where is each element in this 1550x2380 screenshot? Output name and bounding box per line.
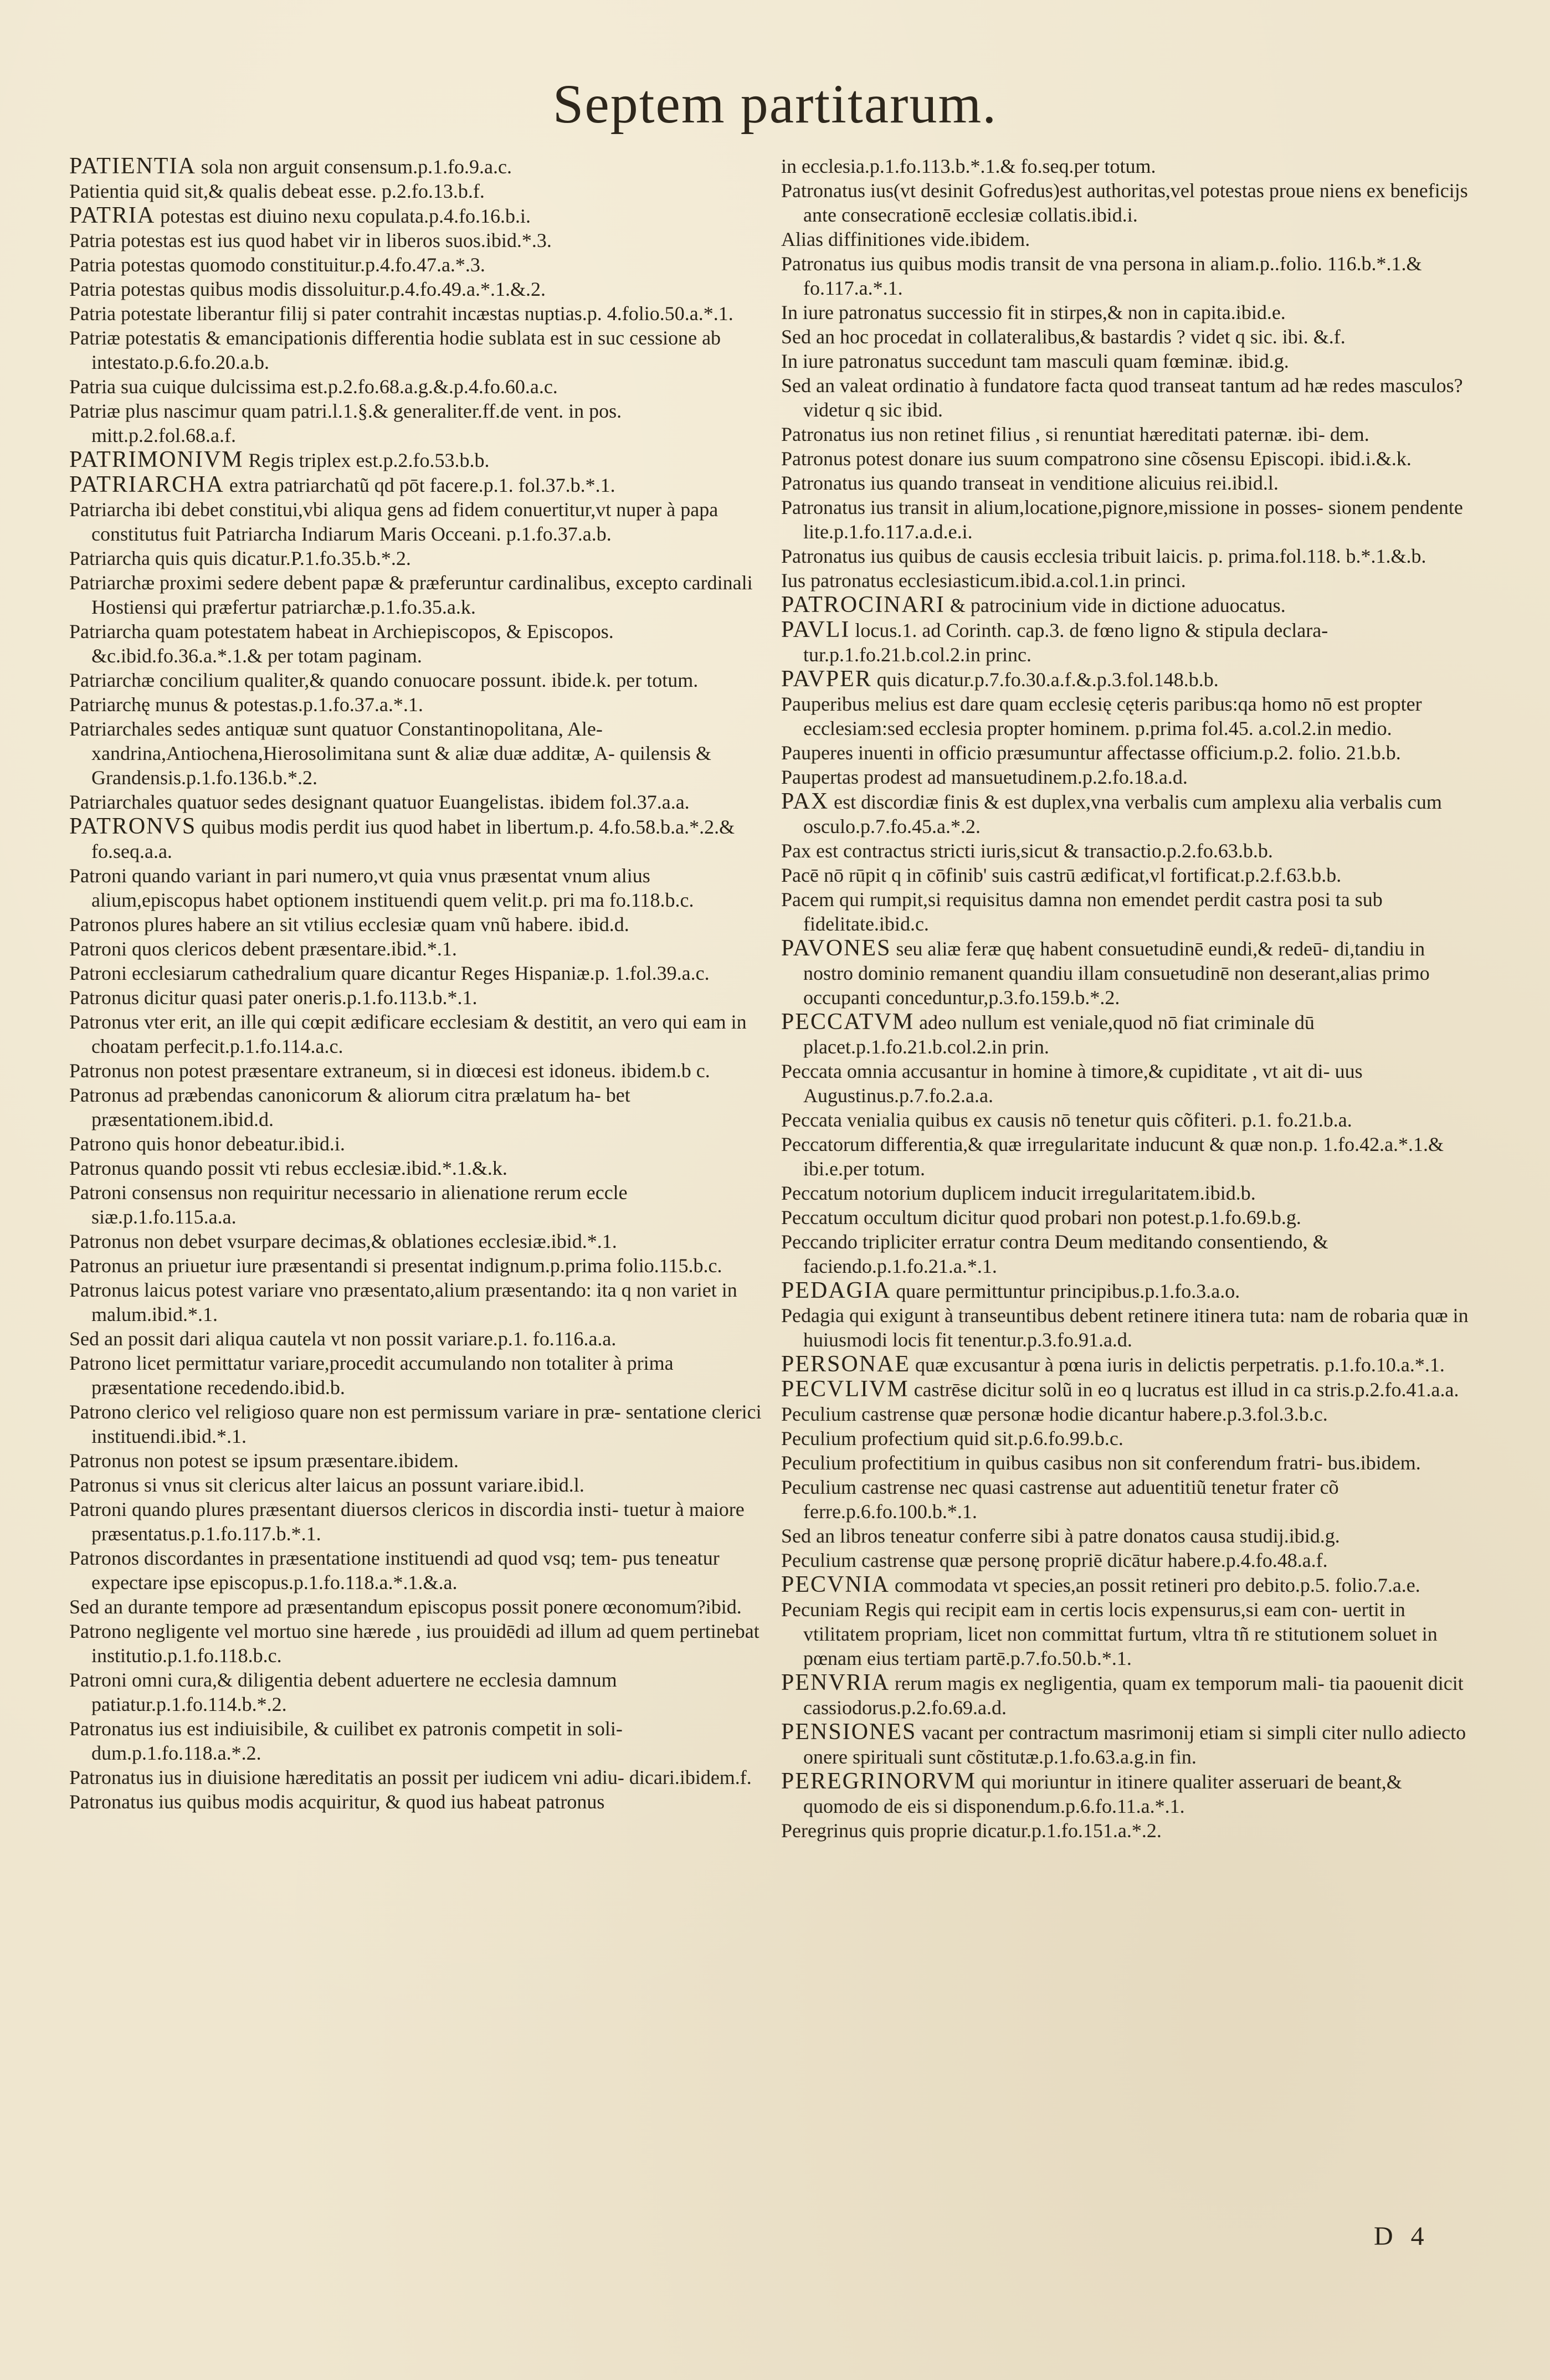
index-entry — [781, 1278, 1479, 1303]
index-entry — [69, 937, 767, 961]
entry-text: Alias diffinitiones vide.ibidem. — [781, 228, 1030, 250]
index-entry — [69, 668, 767, 692]
index-entry — [69, 1278, 767, 1327]
entry-text: Patronatus ius non retinet filius , si renuntiat hæreditati paternæ. ibi- dem. — [781, 423, 1369, 445]
index-entry — [781, 227, 1479, 251]
index-entry — [781, 839, 1479, 863]
signature-mark: D 4 — [1374, 2222, 1430, 2251]
entry-text: Patrono licet permittatur variare,procedit accumulando non totaliter à prima præsentatione recedendo.ibid.b. — [69, 1352, 674, 1399]
entry-headword: PATRIA — [69, 203, 156, 228]
entry-text: Patria sua cuique dulcissima est.p.2.fo.68.a.g.&.p.4.fo.60.a.c. — [69, 376, 558, 398]
entry-text: Patronos plures habere an sit vtilius ecclesiæ quam vnũ habere. ibid.d. — [69, 913, 629, 935]
entry-text: Peccatum occultum dicitur quod probari non potest.p.1.fo.69.b.g. — [781, 1206, 1301, 1228]
entry-text: Patronatus ius quibus de causis ecclesia tribuit laicis. p. prima.fol.118. b.*.1.&.b. — [781, 545, 1426, 567]
index-entry — [69, 179, 767, 203]
entry-text: Regis triplex est.p.2.fo.53.b.b. — [243, 449, 490, 471]
index-entry — [781, 1230, 1479, 1278]
index-entry — [69, 1716, 767, 1765]
entry-text: Patronus vter erit, an ille qui cœpit ædificare ecclesiam & destitit, an vero qui eam in choatam perfecit.p.1.fo.114.a.c. — [69, 1011, 747, 1057]
index-entry — [781, 251, 1479, 300]
index-entry — [69, 228, 767, 253]
index-entry — [69, 1619, 767, 1668]
index-entry — [69, 1351, 767, 1400]
index-entry — [69, 497, 767, 546]
index-entry — [781, 741, 1479, 765]
entry-text: quis dicatur.p.7.fo.30.a.f.&.p.3.fol.148.b.b. — [871, 669, 1219, 691]
index-entry — [69, 814, 767, 863]
index-entry — [69, 863, 767, 912]
entry-headword: PAVONES — [781, 935, 891, 961]
entry-text: seu aliæ feræ quę habent consuetudinē eundi,& redeū- di,tandiu in nostro dominio remanent quandiu illam consuetudinē non deserant,alias primo occupanti conceduntur,p.3.fo.159.b.*.2. — [803, 938, 1430, 1009]
entry-text: Patronus potest donare ius suum compatrono sine cõsensu Episcopi. ibid.i.&.k. — [781, 448, 1412, 470]
entry-text: Ius patronatus ecclesiasticum.ibid.a.col.1.in princi. — [781, 569, 1186, 592]
entry-text: Pecuniam Regis qui recipit eam in certis locis expensurus,si eam con- uertit in vtilitatem propriam, licet non committat furtum, vltra tñ re stitutionem soluet in pœnam eius tertiam partē.p.7.fo.50.b.*.1. — [781, 1598, 1438, 1669]
index-entry — [781, 325, 1479, 349]
index-entry — [781, 1720, 1479, 1769]
index-entry — [781, 349, 1479, 373]
entry-text: est discordiæ finis & est duplex,vna verbalis cum amplexu alia verbalis cum osculo.p.7.fo.45.a.*.2. — [803, 791, 1442, 837]
index-entry — [781, 789, 1479, 839]
index-entry — [69, 399, 767, 448]
entry-headword: PENVRIA — [781, 1670, 890, 1695]
index-entry — [69, 472, 767, 497]
index-entry — [781, 936, 1479, 1010]
entry-text: vacant per contractum masrimonij etiam si simpli citer nullo adiecto onere spirituali sunt cõstitutæ.p.1.fo.63.a.g.in fin. — [803, 1721, 1466, 1768]
entry-text: quare permittuntur principibus.p.1.fo.3.a.o. — [891, 1280, 1240, 1302]
entry-text: Patria potestas quomodo constituitur.p.4.fo.47.a.*.3. — [69, 254, 485, 276]
entry-text: Patriarcha ibi debet constitui,vbi aliqua gens ad fidem conuertitur,vt nuper à papa constitutus fuit Patriarcha Indiarum Maris Occeani. p.1.fo.37.a.b. — [69, 498, 718, 545]
entry-text: Pax est contractus stricti iuris,sicut & transactio.p.2.fo.63.b.b. — [781, 840, 1273, 862]
index-entry — [69, 1497, 767, 1546]
entry-headword: PAVLI — [781, 617, 850, 642]
entry-text: Peregrinus quis proprie dicatur.p.1.fo.151.a.*.2. — [781, 1819, 1162, 1842]
index-entry — [781, 1572, 1479, 1597]
entry-text: Patronatus ius(vt desinit Gofredus)est authoritas,vel potestas proue niens ex beneficijs ante consecrationē ecclesiæ collatis.ibid.i. — [781, 179, 1468, 226]
entry-text: Patrono negligente vel mortuo sine hærede , ius prouidēdi ad illum ad quem pertinebat institutio.p.1.fo.118.b.c. — [69, 1620, 759, 1667]
index-entry — [781, 544, 1479, 568]
index-entry — [781, 373, 1479, 422]
index-entry — [69, 692, 767, 717]
index-entry — [781, 471, 1479, 495]
index-entry — [69, 1083, 767, 1132]
entry-text: Patronus non potest præsentare extraneum, si in diœcesi est idoneus. ibidem.b c. — [69, 1060, 710, 1082]
entry-headword: PATRIARCHA — [69, 472, 224, 497]
entry-text: Patriarchæ concilium qualiter,& quando conuocare possunt. ibide.k. per totum. — [69, 669, 699, 691]
entry-text: Patronatus ius quibus modis transit de vna persona in aliam.p..folio. 116.b.*.1.& fo.117.a.*.1. — [781, 253, 1422, 299]
entry-text: Peculium castrense quæ personæ hodie dicantur habere.p.3.fol.3.b.c. — [781, 1403, 1328, 1425]
entry-headword: PEDAGIA — [781, 1278, 891, 1303]
index-entry — [781, 1451, 1479, 1475]
entry-headword: PECVLIVM — [781, 1376, 909, 1402]
entry-text: Pacē nō rūpit q in cōfinib' suis castrū ædificat,vl fortificat.p.2.f.63.b.b. — [781, 864, 1342, 886]
entry-text: Patientia quid sit,& qualis debeat esse. p.2.fo.13.b.f. — [69, 180, 485, 202]
entry-text: Patronus dicitur quasi pater oneris.p.1.fo.113.b.*.1. — [69, 986, 478, 1009]
index-entry — [69, 1668, 767, 1716]
entry-text: Sed an hoc procedat in collateralibus,& bastardis ? videt q sic. ibi. &.f. — [781, 326, 1346, 348]
index-entry — [69, 546, 767, 570]
entry-text: potestas est diuino nexu copulata.p.4.fo.16.b.i. — [155, 205, 531, 227]
index-entry — [69, 1448, 767, 1473]
entry-text: Paupertas prodest ad mansuetudinem.p.2.fo.18.a.d. — [781, 766, 1188, 788]
entry-text: Pedagia qui exigunt à transeuntibus debent retinere itinera tuta: nam de robaria quæ in huiusmodi locis fit tenentur.p.3.fo.91.a.d. — [781, 1304, 1469, 1351]
index-entry — [781, 1670, 1479, 1720]
index-entry — [781, 1181, 1479, 1205]
right-column — [781, 154, 1479, 2314]
entry-text: Patriæ potestatis & emancipationis differentia hodie sublata est in suc cessione ab intestato.p.6.fo.20.a.b. — [69, 327, 721, 373]
entry-text: Patria potestas est ius quod habet vir in liberos suos.ibid.*.3. — [69, 229, 552, 251]
entry-text: in ecclesia.p.1.fo.113.b.*.1.& fo.seq.per totum. — [781, 155, 1156, 177]
entry-headword: PAX — [781, 789, 829, 814]
entry-text: Peccatorum differentia,& quæ irregularitate inducunt & quæ non.p. 1.fo.42.a.*.1.& ibi.e.per totum. — [781, 1133, 1444, 1180]
index-entry — [781, 765, 1479, 789]
index-entry — [69, 374, 767, 399]
entry-text: Patronus laicus potest variare vno præsentato,alium præsentando: ita q non variet in malum.ibid.*.1. — [69, 1279, 737, 1325]
entry-headword: PATRIMONIVM — [69, 447, 244, 472]
entry-text: Patriarchæ proximi sedere debent papæ & præferuntur cardinalibus, excepto cardinali Hostiensi qui præfertur patriarchæ.p.1.fo.35.a.k. — [69, 572, 753, 618]
index-entry — [781, 1475, 1479, 1524]
index-entry — [69, 253, 767, 277]
index-entry — [781, 1597, 1479, 1670]
index-entry — [69, 1132, 767, 1156]
entry-text: & patrocinium vide in dictione aduocatus. — [945, 594, 1286, 616]
entry-text: quibus modis perdit ius quod habet in libertum.p. 4.fo.58.b.a.*.2.& fo.seq.a.a. — [91, 816, 735, 862]
entry-text: castrēse dicitur solũ in eo q lucratus est illud in ca stris.p.2.fo.41.a.a. — [909, 1379, 1459, 1401]
index-entry — [69, 619, 767, 668]
entry-text: Patroni ecclesiarum cathedralium quare dicantur Reges Hispaniæ.p. 1.fol.39.a.c. — [69, 962, 710, 984]
index-entry — [69, 717, 767, 790]
entry-text: Patria potestate liberantur filij si pater contrahit incæstas nuptias.p. 4.folio.50.a.*.1. — [69, 302, 733, 325]
index-entry — [69, 1546, 767, 1595]
entry-text: Patronus si vnus sit clericus alter laicus an possunt variare.ibid.l. — [69, 1474, 584, 1496]
entry-text: adeo nullum est veniale,quod nō fiat criminale dū placet.p.1.fo.21.b.col.2.in prin. — [803, 1011, 1315, 1058]
entry-headword: PATIENTIA — [69, 154, 196, 179]
entry-text: Peccando tripliciter erratur contra Deum meditando consentiendo, & faciendo.p.1.fo.21.a.*.1. — [781, 1231, 1328, 1277]
index-entry — [781, 178, 1479, 227]
entry-text: Patronatus ius transit in alium,locatione,pignore,missione in posses- sionem pendente lite.p.1.fo.117.a.d.e.i. — [781, 496, 1463, 543]
entry-text: In iure patronatus succedunt tam masculi quam fœminæ. ibid.g. — [781, 350, 1289, 372]
index-entry — [69, 154, 767, 179]
entry-text: Patronatus ius quando transeat in venditione alicuius rei.ibid.l. — [781, 472, 1279, 494]
entry-headword: PEREGRINORVM — [781, 1769, 977, 1794]
entry-text: Sed an possit dari aliqua cautela vt non possit variare.p.1. fo.116.a.a. — [69, 1328, 617, 1350]
entry-text: Patronatus ius in diuisione hæreditatis an possit per iudicem vni adiu- dicari.ibidem.f. — [69, 1766, 752, 1788]
entry-text: rerum magis ex negligentia, quam ex temporum mali- tia paouenit dicit cassiodorus.p.2.fo.69.a.d. — [803, 1672, 1464, 1719]
entry-text: Patronus non debet vsurpare decimas,& oblationes ecclesiæ.ibid.*.1. — [69, 1230, 617, 1252]
index-entry — [69, 1327, 767, 1351]
entry-text: Pauperibus melius est dare quam ecclesię cęteris paribus:qa homo nō est propter ecclesiam:sed ecclesia propter hominem. p.prima fol.45. a.col.2.in medio. — [781, 693, 1422, 739]
index-entry — [781, 1059, 1479, 1108]
entry-text: Peculium castrense nec quasi castrense aut aduentitiũ tenetur frater cõ ferre.p.6.fo.100.b.*.1. — [781, 1476, 1339, 1523]
index-entry — [781, 1769, 1479, 1818]
index-entry — [69, 1058, 767, 1083]
entry-text: Patriarchę munus & potestas.p.1.fo.37.a.*.1. — [69, 693, 423, 716]
entry-headword: PECVNIA — [781, 1572, 890, 1597]
index-entry — [69, 277, 767, 301]
entry-text: Pacem qui rumpit,si requisitus damna non emendet perdit castra posi ta sub fidelitate.ibid.c. — [781, 888, 1383, 935]
index-entry — [69, 326, 767, 374]
index-entry — [781, 1352, 1479, 1377]
index-entry — [781, 1303, 1479, 1352]
index-entry — [781, 495, 1479, 544]
entry-text: Patronus quando possit vti rebus ecclesiæ.ibid.*.1.&.k. — [69, 1157, 507, 1179]
index-entry — [781, 1818, 1479, 1843]
entry-text: Peccata venialia quibus ex causis nō tenetur quis cõfiteri. p.1. fo.21.b.a. — [781, 1109, 1352, 1131]
index-entry — [781, 568, 1479, 593]
entry-text: Patronatus ius quibus modis acquiritur, & quod ius habeat patronus — [69, 1791, 605, 1813]
index-entry — [781, 593, 1479, 618]
index-entry — [69, 1765, 767, 1790]
entry-headword: PATROCINARI — [781, 592, 945, 618]
index-entry — [781, 1524, 1479, 1548]
index-entry — [781, 446, 1479, 471]
entry-text: Patronus an priuetur iure præsentandi si presentat indignum.p.prima folio.115.b.c. — [69, 1255, 722, 1277]
entry-text: extra patriarchatũ qd pōt facere.p.1. fol.37.b.*.1. — [224, 474, 615, 496]
index-entry — [781, 422, 1479, 446]
index-entry — [69, 203, 767, 228]
running-head: Septem partitarum. — [552, 73, 998, 135]
entry-text: quæ excusantur à pœna iuris in delictis perpetratis. p.1.fo.10.a.*.1. — [910, 1354, 1445, 1376]
index-entry — [781, 863, 1479, 887]
index-entry — [781, 887, 1479, 936]
entry-text: Patroni omni cura,& diligentia debent aduertere ne ecclesia damnum patiatur.p.1.fo.114.b.*.2. — [69, 1669, 617, 1715]
index-entry — [781, 1377, 1479, 1402]
entry-headword: PENSIONES — [781, 1719, 917, 1745]
entry-text: commodata vt species,an possit retineri pro debito.p.5. folio.7.a.e. — [890, 1574, 1420, 1596]
index-entry — [69, 1229, 767, 1253]
entry-text: sola non arguit consensum.p.1.fo.9.a.c. — [196, 156, 512, 178]
entry-text: Patronus ad præbendas canonicorum & aliorum citra prælatum ha- bet præsentationem.ibid.d. — [69, 1084, 630, 1130]
entry-text: Patria potestas quibus modis dissoluitur.p.4.fo.49.a.*.1.&.2. — [69, 278, 546, 300]
entry-text: Patriarcha quam potestatem habeat in Archiepiscopos, & Episcopos. &c.ibid.fo.36.a.*.1.& per totam paginam. — [69, 620, 614, 667]
left-column — [69, 154, 767, 2314]
index-entry — [69, 1473, 767, 1497]
entry-text: Patroni quando plures præsentant diuersos clericos in discordia insti- tuetur à maiore præsentatus.p.1.fo.117.b.*.1. — [69, 1498, 745, 1545]
entry-headword: PECCATVM — [781, 1009, 915, 1035]
entry-text: Patroni quos clericos debent præsentare.ibid.*.1. — [69, 938, 457, 960]
index-entry — [781, 1132, 1479, 1181]
entry-text: Patriarcha quis quis dicatur.P.1.fo.35.b.*.2. — [69, 547, 411, 569]
index-entry — [781, 300, 1479, 325]
entry-text: Patriæ plus nascimur quam patri.l.1.§.& generaliter.ff.de vent. in pos. mitt.p.2.fol.68.a.f. — [69, 400, 622, 446]
entry-text: Patrono quis honor debeatur.ibid.i. — [69, 1133, 345, 1155]
index-entry — [69, 961, 767, 985]
index-entry — [781, 667, 1479, 692]
entry-headword: PATRONVS — [69, 814, 197, 839]
index-entry — [781, 154, 1479, 178]
index-entry — [781, 1426, 1479, 1451]
index-entry — [69, 1253, 767, 1278]
index-entry — [69, 1400, 767, 1448]
index-entry — [69, 1156, 767, 1180]
index-entry — [781, 692, 1479, 741]
index-entry — [69, 1010, 767, 1058]
entry-text: Peccatum notorium duplicem inducit irregularitatem.ibid.b. — [781, 1182, 1256, 1204]
index-entry — [69, 301, 767, 326]
index-entry — [69, 570, 767, 619]
index-entry — [69, 1180, 767, 1229]
entry-text: Patriarchales quatuor sedes designant quatuor Euangelistas. ibidem fol.37.a.a. — [69, 791, 690, 813]
index-entry — [69, 448, 767, 472]
index-entry — [69, 985, 767, 1010]
index-entry — [69, 1595, 767, 1619]
entry-text: Peculium profectium quid sit.p.6.fo.99.b.c. — [781, 1427, 1123, 1449]
entry-text: Peculium profectitium in quibus casibus non sit conferendum fratri- bus.ibidem. — [781, 1452, 1421, 1474]
entry-text: locus.1. ad Corinth. cap.3. de fœno ligno & stipula declara- tur.p.1.fo.21.b.col.2.in princ. — [803, 619, 1328, 666]
entry-text: Sed an durante tempore ad præsentandum episcopus possit ponere œconomum?ibid. — [69, 1596, 742, 1618]
index-entry — [69, 1790, 767, 1814]
entry-text: Patriarchales sedes antiquæ sunt quatuor Constantinopolitana, Ale- xandrina,Antiochena,Hierosolimitana sunt & aliæ duæ additæ, A- quilensis & Grandensis.p.1.fo.136.b.*.2. — [69, 718, 711, 789]
entry-headword: PERSONAE — [781, 1351, 911, 1377]
entry-text: qui moriuntur in itinere qualiter asseruari de beant,& quomodo de eis si disponendum.p.6.fo.11.a.*.1. — [803, 1771, 1402, 1817]
entry-headword: PAVPER — [781, 666, 872, 692]
index-entry — [781, 1108, 1479, 1132]
entry-text: Patroni quando variant in pari numero,vt quia vnus præsentat vnum alius alium,episcopus habet optionem instituendi quem velit.p. pri ma fo.118.b.c. — [69, 865, 694, 911]
index-entry — [781, 1402, 1479, 1426]
index-entry — [781, 618, 1479, 667]
index-entry — [781, 1205, 1479, 1230]
entry-text: Pauperes inuenti in officio præsumuntur affectasse officium.p.2. folio. 21.b.b. — [781, 742, 1401, 764]
index-entry — [781, 1548, 1479, 1572]
index-entry — [69, 790, 767, 814]
entry-text: Peccata omnia accusantur in homine à timore,& cupiditate , vt ait di- uus Augustinus.p.7.fo.2.a.a. — [781, 1060, 1363, 1107]
entry-text: Peculium castrense quæ personę propriē dicātur habere.p.4.fo.48.a.f. — [781, 1549, 1328, 1571]
index-entry — [781, 1010, 1479, 1059]
entry-text: Sed an valeat ordinatio à fundatore facta quod transeat tantum ad hæ redes masculos? videtur q sic ibid. — [781, 374, 1463, 421]
entry-text: Sed an libros teneatur conferre sibi à patre donatos causa studij.ibid.g. — [781, 1525, 1340, 1547]
index-entry — [69, 912, 767, 937]
entry-text: Patronus non potest se ipsum præsentare.ibidem. — [69, 1449, 459, 1472]
entry-text: Patronatus ius est indiuisibile, & cuilibet ex patronis competit in soli- dum.p.1.fo.118.a.*.2. — [69, 1718, 623, 1764]
entry-text: Patrono clerico vel religioso quare non est permissum variare in præ- sentatione clerici instituendi.ibid.*.1. — [69, 1401, 762, 1447]
entry-text: In iure patronatus successio fit in stirpes,& non in capita.ibid.e. — [781, 301, 1286, 323]
entry-text: Patronos discordantes in præsentatione instituendi ad quod vsq; tem- pus teneatur expectare ipse episcopus.p.1.fo.118.a.*.1.&.a. — [69, 1547, 720, 1593]
entry-text: Patroni consensus non requiritur necessario in alienatione rerum eccle siæ.p.1.fo.115.a.a. — [69, 1181, 628, 1228]
